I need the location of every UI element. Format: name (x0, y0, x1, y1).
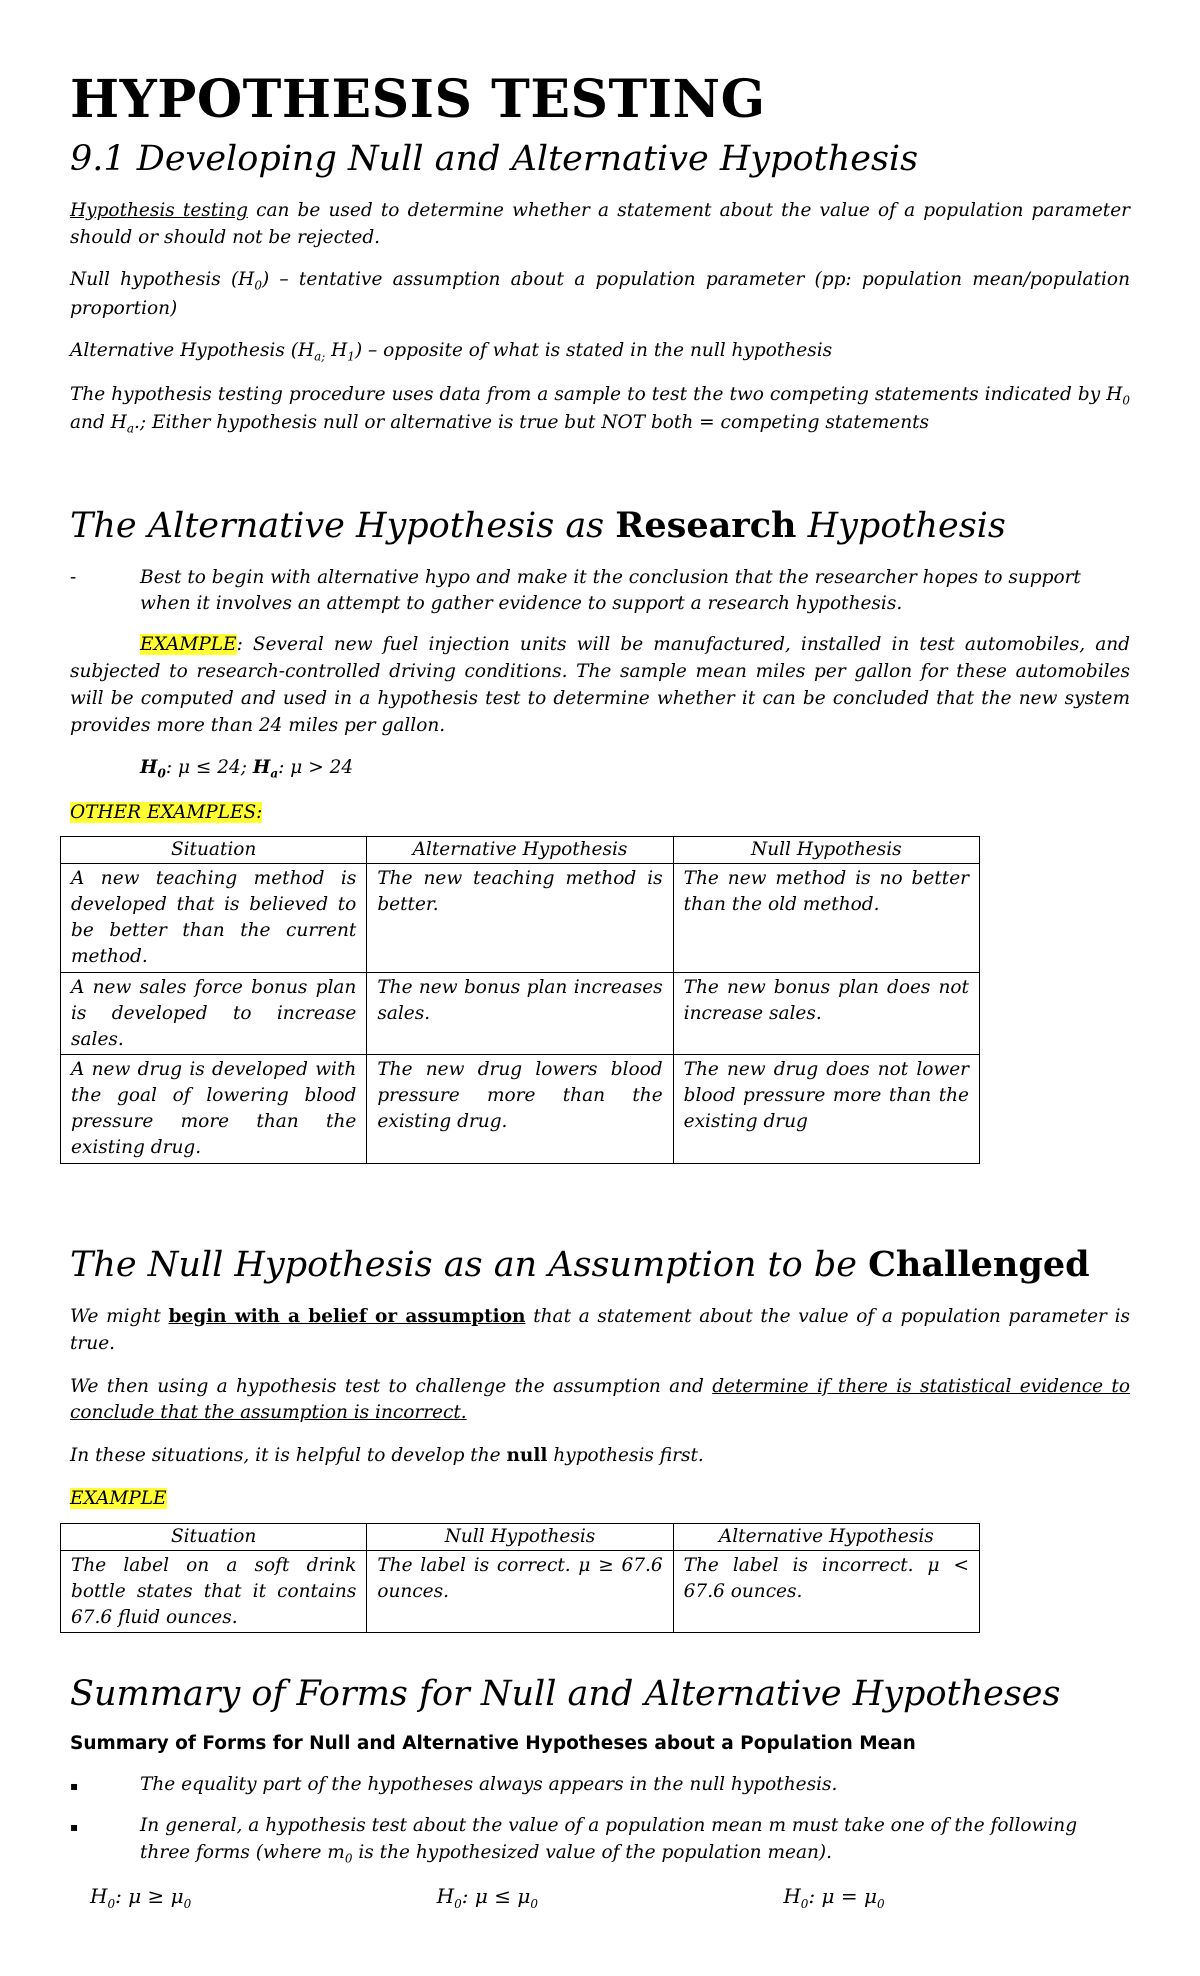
bold-text: null (506, 1445, 548, 1467)
table-header-cell: Null Hypothesis (367, 1523, 673, 1550)
paragraph-text: ) – opposite of what is stated in the null hypothesis (354, 340, 833, 362)
subscript: 1 (347, 350, 355, 364)
underlined-text: determine if there is statistical evidence to conclude that the assumption is incorrect. (70, 1375, 1130, 1424)
paragraph-alternative-hypothesis (70, 338, 1130, 366)
paragraph-text: : μ > 24 (278, 757, 354, 779)
paragraph-text: and H (70, 412, 127, 434)
table-row (61, 1550, 980, 1633)
table-cell: The label is incorrect. μ < 67.6 ounces. (673, 1550, 979, 1633)
form-text: H (436, 1884, 455, 1909)
soft-drink-table (60, 1523, 980, 1634)
table-cell: The label is correct. μ ≥ 67.6 ounces. (367, 1550, 673, 1633)
heading-bold-text: Research (615, 504, 797, 546)
example-label-paragraph (70, 1486, 1130, 1513)
subscript: a; (314, 350, 326, 364)
paragraph-text: ) – tentative assumption about a population parameter (pp: population mean/population proportion) (70, 269, 1130, 319)
example-paragraph (70, 632, 1130, 739)
ha-symbol: H (252, 757, 271, 779)
table-cell: The new bonus plan does not increase sales. (673, 972, 979, 1055)
paragraph-text: In general, a hypothesis test about the value of a population mean m must take one of the following three forms (where m (140, 1815, 1078, 1864)
heading-text: Hypothesis (796, 505, 1006, 546)
term-hypothesis-testing: Hypothesis testing (70, 199, 248, 221)
paragraph-challenge (70, 1374, 1130, 1428)
list-item (70, 565, 1130, 619)
table-row (61, 864, 980, 973)
subscript: 0 (1122, 394, 1130, 409)
subscript: 0 (183, 1897, 192, 1912)
table-cell: The new method is no better than the old method. (673, 864, 979, 973)
heading-bold-text: Challenged (868, 1244, 1090, 1285)
paragraph-text: can be used to determine whether a statement about the value of a population parameter should or should not be rejected. (70, 199, 1130, 248)
highlighted-label: OTHER EXAMPLES: (70, 801, 263, 823)
table-header-cell: Null Hypothesis (673, 837, 979, 864)
hypothesis-statement (70, 755, 1130, 783)
section-heading-null-assumption (70, 1244, 1130, 1286)
paragraph-text: H (325, 340, 348, 362)
paragraph-text: In these situations, it is helpful to develop the (70, 1445, 507, 1467)
subscript: 0 (454, 1897, 462, 1912)
subscript: 0 (800, 1897, 809, 1912)
other-examples-label (70, 800, 1130, 827)
subscript: 0 (530, 1897, 538, 1912)
document-page (70, 70, 1130, 1911)
subscript: 0 (877, 1897, 885, 1912)
list-item-text (140, 1813, 1130, 1868)
form-text: : μ = μ (808, 1884, 878, 1909)
section-heading-research-hypothesis (70, 505, 1130, 547)
list-item (70, 1813, 1130, 1868)
hypothesis-forms (70, 1884, 1130, 1911)
table-cell: A new teaching method is developed that is believed to be better than the current method. (61, 864, 367, 973)
paragraph-text: : Several new fuel injection units will be manufactured, installed in test automobiles, and subjected to research-controlled driving conditions. The sample mean miles per gallon for these automobiles will be computed and used in a hypothesis test to determine whether it can be concluded that the new system provides more than 24 miles per gallon. (70, 634, 1130, 736)
form-text: : μ ≤ μ (461, 1884, 531, 1909)
table-cell: A new sales force bonus plan is developed to increase sales. (61, 972, 367, 1055)
table-header-cell: Situation (61, 1523, 367, 1550)
table-cell: The new drug lowers blood pressure more than the existing drug. (367, 1055, 673, 1164)
subscript: 0 (107, 1897, 116, 1912)
form-text: H (90, 1884, 108, 1909)
paragraph-text: We might (70, 1306, 169, 1327)
square-bullet-icon: ▪ (70, 1820, 79, 1835)
paragraph-testing-procedure (70, 382, 1130, 438)
document-title: HYPOTHESIS TESTING (70, 69, 766, 130)
table-cell: The new drug does not lower blood pressure more than the existing drug (673, 1055, 979, 1164)
example-label: EXAMPLE (140, 634, 237, 656)
paragraph-text: : μ ≤ 24; (165, 757, 253, 779)
paragraph-text: that a statement about the value of a population parameter is true. (70, 1306, 1130, 1354)
form-equal (783, 1884, 1130, 1911)
form-less-equal (437, 1884, 784, 1911)
section-heading-summary: Summary of Forms for Null and Alternative Hypotheses (70, 1674, 1061, 1715)
form-text: : μ ≥ μ (115, 1884, 184, 1909)
dash-marker: - (70, 566, 77, 588)
subscript: 0 (254, 279, 262, 294)
subscript: a (270, 767, 279, 782)
highlighted-label: EXAMPLE (70, 1488, 167, 1510)
paragraph-text: We then using a hypothesis test to challenge the assumption and (70, 1375, 713, 1397)
table-cell: The new bonus plan increases sales. (367, 972, 673, 1055)
emphasized-text: begin with a belief or assumption (168, 1306, 526, 1327)
table-header-row (61, 1523, 980, 1550)
subscript: 0 (157, 767, 166, 782)
paragraph-null-first (70, 1443, 1130, 1470)
table-header-cell: Situation (61, 837, 367, 864)
table-header-cell: Alternative Hypothesis (673, 1523, 979, 1550)
paragraph-hypothesis-testing (70, 198, 1130, 252)
heading-text: The Null Hypothesis as an Assumption to be (70, 1245, 869, 1285)
h0-symbol: H (140, 757, 158, 779)
form-greater-equal (90, 1884, 437, 1911)
paragraph-text: Null hypothesis (H (70, 269, 255, 291)
subscript: 0 (344, 1851, 353, 1866)
summary-subheading: Summary of Forms for Null and Alternative Hypotheses about a Population Mean (70, 1733, 916, 1755)
paragraph-belief (70, 1304, 1130, 1358)
table-cell: A new drug is developed with the goal of lowering blood pressure more than the existing drug. (61, 1055, 367, 1164)
paragraph-text: The hypothesis testing procedure uses data from a sample to test the two competing statements indicated by H (70, 384, 1123, 406)
paragraph-text: Alternative Hypothesis (H (70, 340, 315, 362)
list-item (70, 1772, 1130, 1799)
list-item-text: Best to begin with alternative hypo and make it the conclusion that the researcher hopes to support when it involves an attempt to gather evidence to support a research hypothesis. (140, 566, 1081, 615)
paragraph-text: is the hypothesized value of the population mean). (352, 1842, 833, 1864)
subscript: a (126, 422, 134, 437)
list-item-text: The equality part of the hypotheses always appears in the null hypothesis. (140, 1774, 838, 1796)
table-header-row (61, 837, 980, 864)
square-bullet-icon: ▪ (70, 1779, 79, 1794)
section-heading-9-1: 9.1 Developing Null and Alternative Hypothesis (70, 138, 919, 179)
form-text: H (783, 1884, 801, 1909)
examples-table (60, 836, 980, 1164)
heading-text: The Alternative Hypothesis as (70, 505, 616, 546)
paragraph-null-hypothesis (70, 267, 1130, 322)
table-cell: The new teaching method is better. (367, 864, 673, 973)
paragraph-text: hypothesis first. (547, 1445, 704, 1467)
table-row (61, 972, 980, 1055)
table-row (61, 1055, 980, 1164)
table-cell: The label on a soft drink bottle states that it contains 67.6 fluid ounces. (61, 1550, 367, 1633)
paragraph-text: .; Either hypothesis null or alternative is true but NOT both = competing statements (133, 412, 930, 434)
table-header-cell: Alternative Hypothesis (367, 837, 673, 864)
